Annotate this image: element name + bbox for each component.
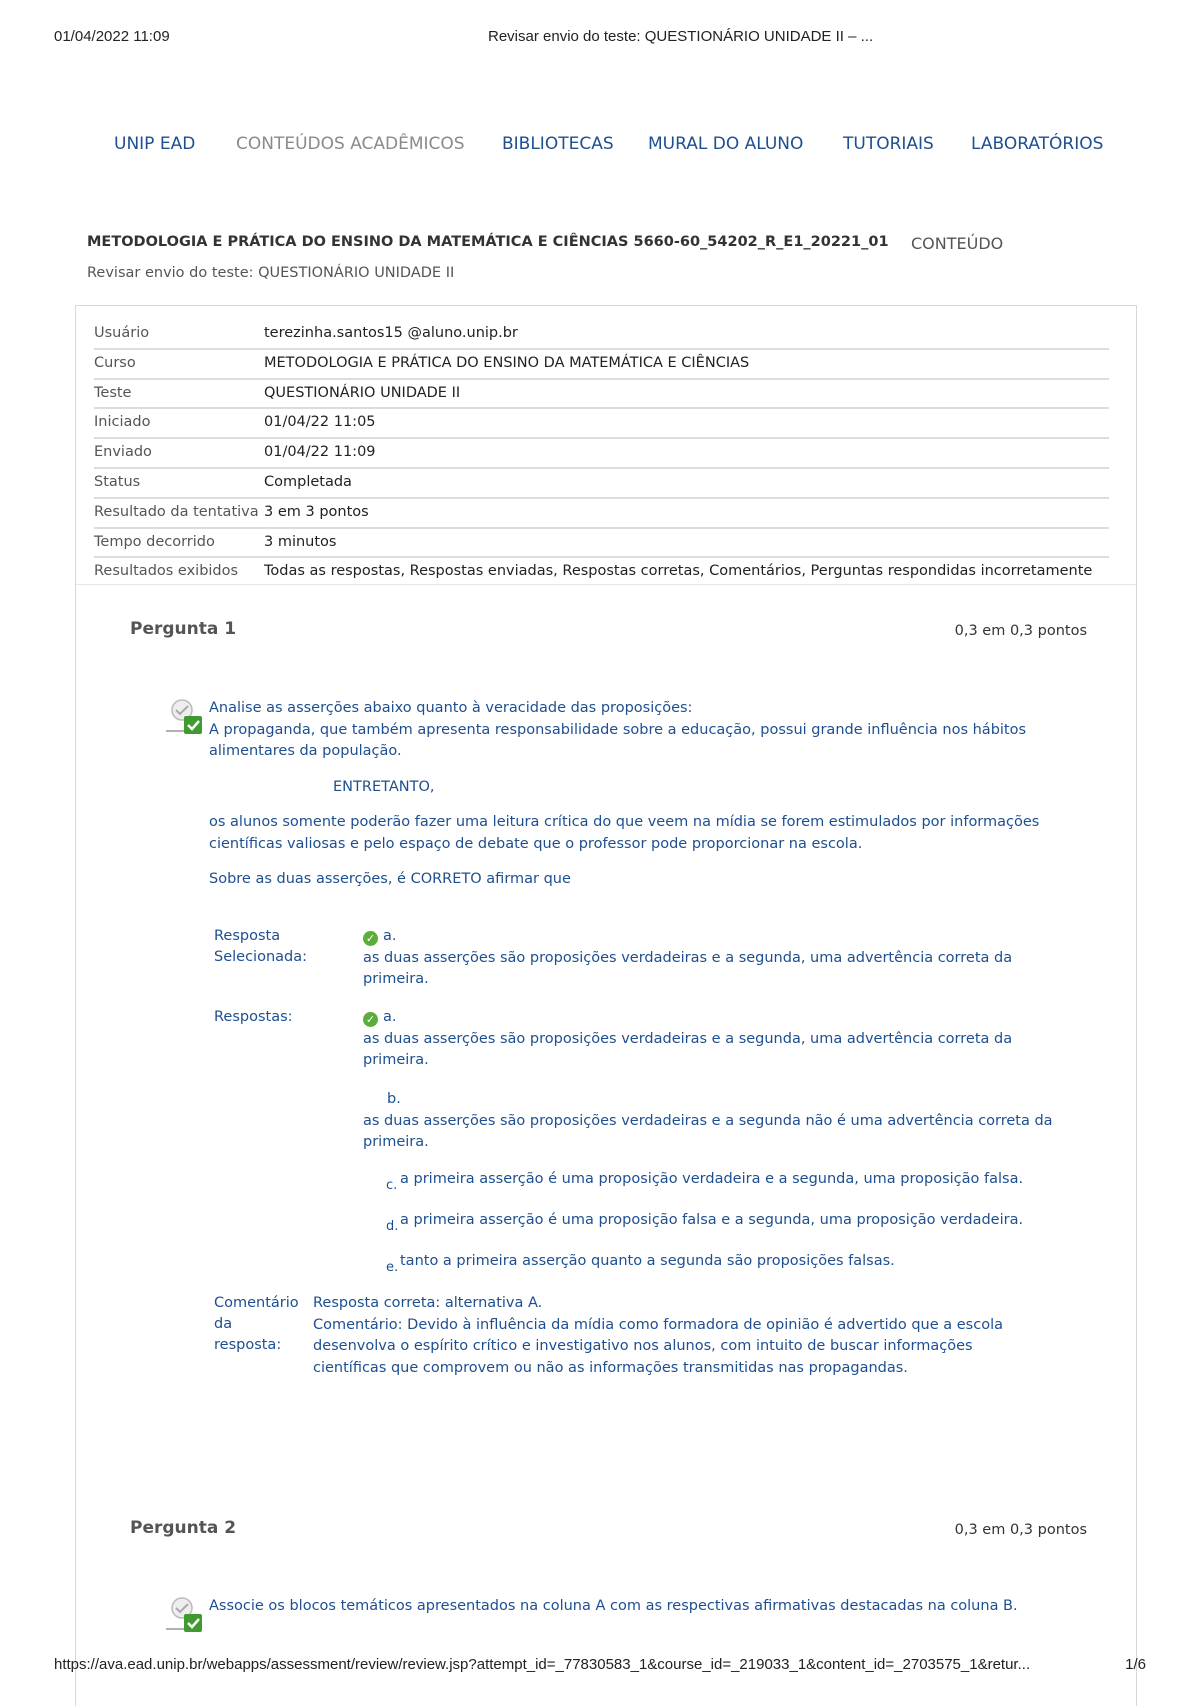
breadcrumb: Revisar envio do teste: QUESTIONÁRIO UNIDADE II [87, 265, 455, 281]
summary-value: 3 minutos [264, 533, 337, 550]
answer-letter: e. [386, 1260, 399, 1275]
summary-value: QUESTIONÁRIO UNIDADE II [264, 384, 461, 401]
summary-row [94, 529, 1109, 559]
question-1-prompt: Sobre as duas asserções, é CORRETO afirmar que [209, 871, 571, 887]
summary-value: terezinha.santos15 @aluno.unip.br [264, 325, 518, 341]
selected-answer [363, 926, 1053, 991]
selected-answer-letter: a. [383, 928, 397, 944]
answer-comment [313, 1293, 1013, 1379]
course-title[interactable]: METODOLOGIA E PRÁTICA DO ENSINO DA MATEMÁTICA E CIÊNCIAS 5660-60_54202_R_E1_20221_01 [87, 234, 889, 250]
comment-correct-answer: Resposta correta: alternativa A. [313, 1295, 543, 1311]
summary-value: Todas as respostas, Respostas enviadas, Respostas corretas, Comentários, Perguntas respondidas incorretamente [264, 563, 1093, 580]
nav-conteudos-academicos[interactable]: CONTEÚDOS ACADÊMICOS [236, 134, 465, 154]
summary-row [94, 320, 1109, 350]
divider [76, 584, 1136, 585]
question-2-text [209, 1596, 1059, 1618]
question-1-assertion-1: A propaganda, que também apresenta responsabilidade sobre a educação, possui grande influência nos hábitos alimentares da população. [209, 721, 1027, 759]
summary-key: Curso [94, 354, 136, 371]
print-url: https://ava.ead.unip.br/webapps/assessment/review/review.jsp?attempt_id=_77830583_1&course_id=_219033_1&content_id=_2703575_1&retur... [54, 1656, 1031, 1673]
summary-value: Completada [264, 473, 352, 490]
summary-key: Status [94, 473, 141, 490]
answer-text: tanto a primeira asserção quanto a segunda são proposições falsas. [400, 1253, 895, 1269]
correct-check-icon: ✓ [363, 1012, 378, 1027]
answer-text: as duas asserções são proposições verdadeiras e a segunda não é uma advertência correta da primeira. [363, 1112, 1053, 1150]
answer-option-e [386, 1253, 895, 1275]
answer-letter: c. [386, 1178, 398, 1193]
answer-letter: a. [383, 1009, 397, 1025]
summary-row [94, 409, 1109, 439]
correct-check-icon: ✓ [363, 931, 378, 946]
answer-text: as duas asserções são proposições verdadeiras e a segunda, uma advertência correta da primeira. [363, 1030, 1013, 1068]
summary-key: Usuário [94, 325, 150, 341]
summary-row [94, 558, 1109, 586]
summary-row [94, 469, 1109, 499]
answers-label: Respostas: [214, 1009, 293, 1025]
comment-text: Comentário: Devido à influência da mídia como formadora de opinião é advertido que a escola desenvolva o espírito crítico e investigativo nos alunos, com intuito de buscar informações científicas que comprovem ou não as informações transmitidas nas propagandas. [313, 1316, 1003, 1376]
review-panel [75, 305, 1137, 1706]
summary-key: Resultados exibidos [94, 563, 239, 580]
question-1-score: 0,3 em 0,3 pontos [954, 623, 1087, 639]
nav-laboratorios[interactable]: LABORATÓRIOS [971, 134, 1104, 154]
answer-text: a primeira asserção é uma proposição falsa e a segunda, uma proposição verdadeira. [400, 1212, 1024, 1228]
answer-letter: b. [387, 1091, 401, 1107]
print-datetime: 01/04/2022 11:09 [54, 28, 170, 45]
summary-value: 01/04/22 11:09 [264, 444, 376, 461]
question-1-connector: ENTRETANTO, [333, 778, 435, 795]
question-1-title: Pergunta 1 [130, 619, 237, 639]
summary-key: Enviado [94, 444, 152, 461]
answer-option-c [386, 1171, 1024, 1193]
summary-row [94, 439, 1109, 469]
summary-key: Resultado da tentativa [94, 503, 259, 520]
correct-answer-icon [164, 1594, 204, 1634]
question-2-score: 0,3 em 0,3 pontos [954, 1522, 1087, 1538]
answer-letter: d. [386, 1219, 399, 1234]
nav-bibliotecas[interactable]: BIBLIOTECAS [502, 134, 614, 154]
nav-tutoriais[interactable]: TUTORIAIS [843, 134, 934, 154]
summary-value: 01/04/22 11:05 [264, 414, 376, 431]
summary-key: Iniciado [94, 414, 151, 431]
question-1-assertion-2: os alunos somente poderão fazer uma leitura crítica do que veem na mídia se forem estimulados por informações científicas valiosas e pelo espaço de debate que o professor pode proporcionar na escola. [209, 814, 1040, 852]
selected-answer-label: Resposta Selecionada: [214, 928, 307, 965]
answer-option-b [363, 1089, 1053, 1154]
selected-answer-text: as duas asserções são proposições verdadeiras e a segunda, uma advertência correta da primeira. [363, 949, 1013, 987]
summary-row [94, 350, 1109, 380]
summary-value: METODOLOGIA E PRÁTICA DO ENSINO DA MATEMÁTICA E CIÊNCIAS [264, 354, 750, 371]
nav-mural-do-aluno[interactable]: MURAL DO ALUNO [648, 134, 804, 154]
print-title: Revisar envio do teste: QUESTIONÁRIO UNIDADE II – ... [488, 28, 874, 45]
summary-row [94, 380, 1109, 410]
question-1-text [209, 698, 1059, 891]
content-link[interactable]: CONTEÚDO [911, 234, 1004, 253]
nav-unip-ead[interactable]: UNIP EAD [114, 134, 196, 154]
summary-row [94, 499, 1109, 529]
print-page-number: 1/6 [1125, 1656, 1146, 1673]
correct-answer-icon [164, 696, 204, 736]
comment-label: Comentário da resposta: [214, 1295, 299, 1353]
answer-text: a primeira asserção é uma proposição verdadeira e a segunda, uma proposição falsa. [400, 1171, 1024, 1187]
answer-option-d [386, 1212, 1024, 1234]
summary-key: Tempo decorrido [94, 533, 215, 550]
attempt-summary [94, 320, 1109, 586]
summary-key: Teste [94, 384, 132, 401]
answer-option-a [363, 1007, 1053, 1072]
summary-value: 3 em 3 pontos [264, 503, 369, 520]
print-header [54, 28, 1146, 48]
print-footer [54, 1656, 1146, 1676]
question-2-title: Pergunta 2 [130, 1518, 237, 1538]
question-2-prompt: Associe os blocos temáticos apresentados na coluna A com as respectivas afirmativas destacadas na coluna B. [209, 1598, 1018, 1614]
question-1-intro: Analise as asserções abaixo quanto à veracidade das proposições: [209, 700, 693, 716]
